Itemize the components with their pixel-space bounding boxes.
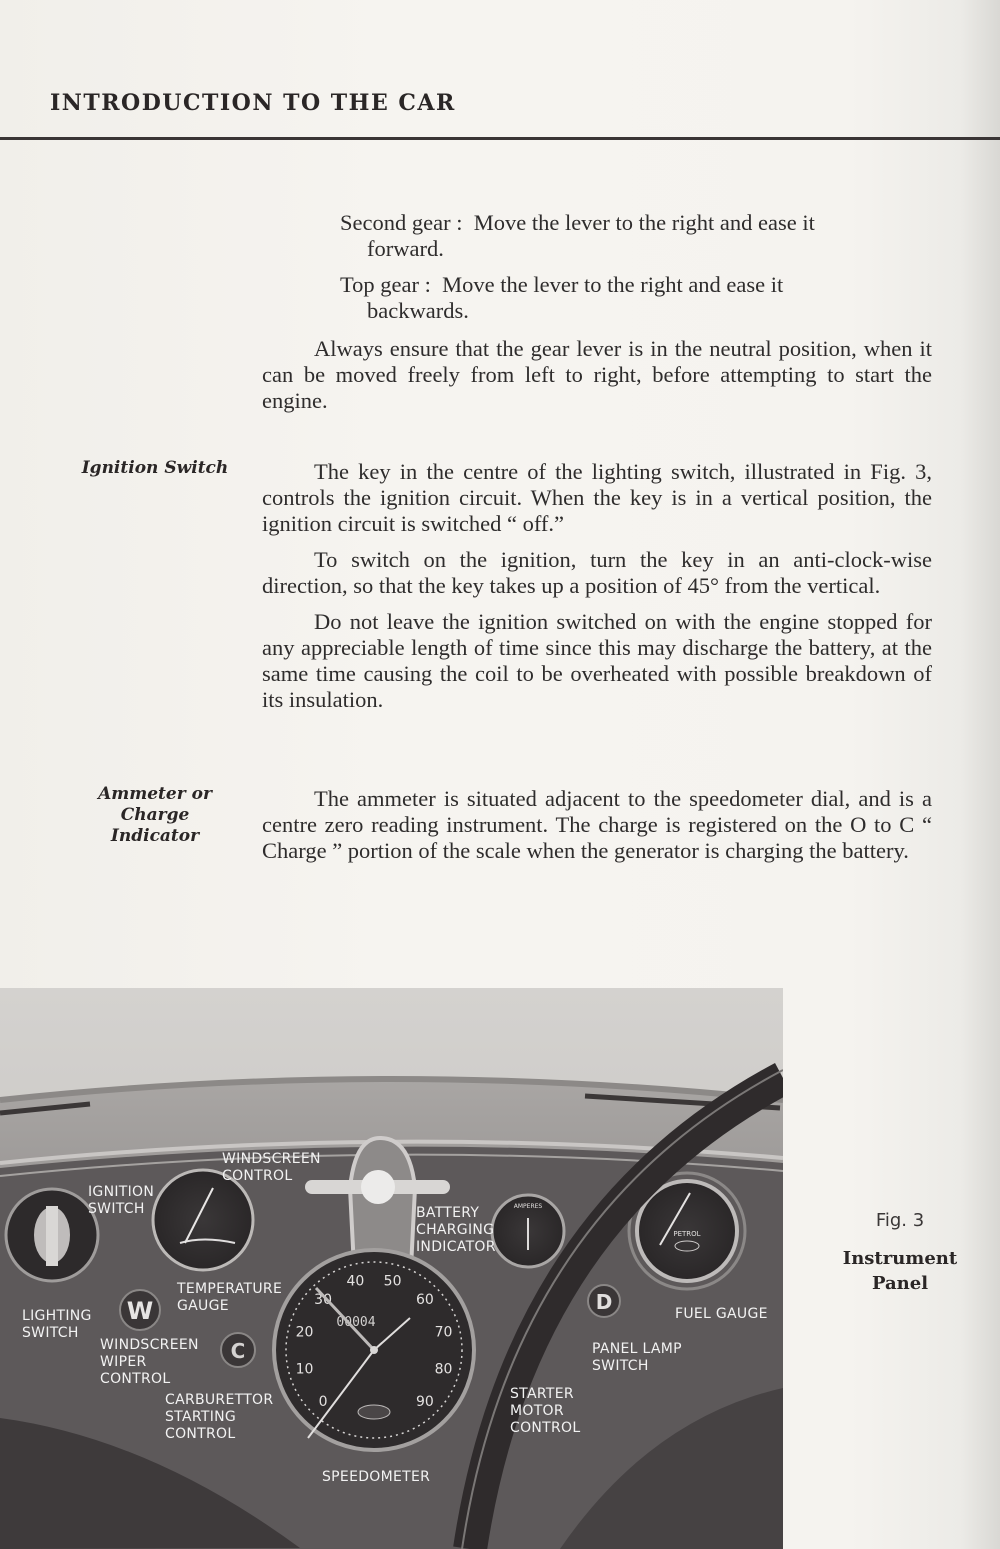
gear-text: Move the lever to the right and ease it xyxy=(473,210,815,235)
windscreen-control-knob xyxy=(361,1170,395,1204)
callout-lighting-switch: LIGHTING SWITCH xyxy=(22,1308,92,1341)
temperature-gauge-dial xyxy=(153,1170,253,1270)
svg-text:W: W xyxy=(126,1297,154,1325)
callout-ignition-switch: IGNITION SWITCH xyxy=(88,1184,155,1217)
speedometer-scale-label: 60 xyxy=(415,1292,434,1309)
page-header-title: INTRODUCTION TO THE CAR xyxy=(50,90,456,116)
callout-speedometer: SPEEDOMETER xyxy=(322,1469,431,1485)
gear-continuation: backwards. xyxy=(367,298,469,323)
gear-instruction-top xyxy=(340,272,932,324)
callout-windscreen-wiper-control: WINDSCREEN WIPER CONTROL xyxy=(100,1337,199,1387)
side-label-ammeter: Ammeter or Charge Indicator xyxy=(98,784,212,846)
svg-text:D: D xyxy=(595,1290,613,1314)
callout-panel-lamp-switch: PANEL LAMP SWITCH xyxy=(592,1341,682,1374)
speedometer-scale-label: 80 xyxy=(434,1361,453,1378)
svg-text:C: C xyxy=(230,1339,246,1363)
figure-number: Fig. 3 xyxy=(875,1210,925,1231)
callout-starter-motor-control: STARTER MOTOR CONTROL xyxy=(510,1386,581,1436)
callout-temperature-gauge: TEMPERATURE GAUGE xyxy=(177,1281,283,1314)
figure-caption: Instrument Panel xyxy=(842,1248,958,1294)
speedometer-scale-label: 0 xyxy=(318,1393,328,1410)
callout-windscreen-control: WINDSCREEN CONTROL xyxy=(222,1151,321,1184)
speedometer-scale-label: 10 xyxy=(295,1361,314,1378)
side-label-ignition-switch: Ignition Switch xyxy=(81,458,229,478)
gear-instruction-second xyxy=(340,210,932,262)
svg-text:AMPERES: AMPERES xyxy=(513,1203,543,1210)
gear-text: Move the lever to the right and ease it xyxy=(442,272,784,297)
paragraph: To switch on the ignition, turn the key in an anti-clock-wise direction, so that the key takes up a position of 45° from the vertical. xyxy=(262,547,932,598)
speedometer-scale-label: 30 xyxy=(314,1292,333,1309)
paragraph: Do not leave the ignition switched on with the engine stopped for any appreciable length of time since this may discharge the battery, at the same time causing the coil to be overheated with possible breakdown of its insulation. xyxy=(262,609,932,712)
gear-continuation: forward. xyxy=(367,236,444,261)
callout-battery-charging-indicator: BATTERY CHARGING INDICATOR xyxy=(416,1205,496,1255)
instrument-panel-illustration xyxy=(0,988,783,1549)
callout-fuel-gauge: FUEL GAUGE xyxy=(675,1306,768,1322)
section-ammeter xyxy=(262,786,932,864)
gear-label: Top gear : xyxy=(340,272,431,297)
speedometer-scale-label: 20 xyxy=(295,1324,314,1341)
paragraph: The ammeter is situated adjacent to the speedometer dial, and is a centre zero reading instrument. The charge is registered on the O to C “ Charge ” portion of the scale when the generator is charging the battery. xyxy=(262,786,932,863)
paragraph: The key in the centre of the lighting switch, illustrated in Fig. 3, controls the ignition circuit. When the key is in a vertical position, the ignition circuit is switched “ off.” xyxy=(262,459,932,536)
speedometer-scale-label: 70 xyxy=(434,1324,453,1341)
instrument-panel-photo xyxy=(0,988,783,1549)
header-divider xyxy=(0,137,1000,140)
speedometer-scale-label: 90 xyxy=(415,1393,434,1410)
section-ignition-switch xyxy=(262,459,932,713)
speedometer-scale-label: 40 xyxy=(346,1273,365,1290)
callout-carburettor-starting-control: CARBURETTOR STARTING CONTROL xyxy=(165,1392,274,1442)
gear-label: Second gear : xyxy=(340,210,463,235)
speedometer-scale-label: 50 xyxy=(383,1273,402,1290)
neutral-paragraph: Always ensure that the gear lever is in the neutral position, when it can be moved freely from left to right, before attempting to start the engine. xyxy=(262,336,932,413)
svg-text:PETROL: PETROL xyxy=(673,1230,701,1238)
odometer: 00004 xyxy=(336,1315,376,1330)
